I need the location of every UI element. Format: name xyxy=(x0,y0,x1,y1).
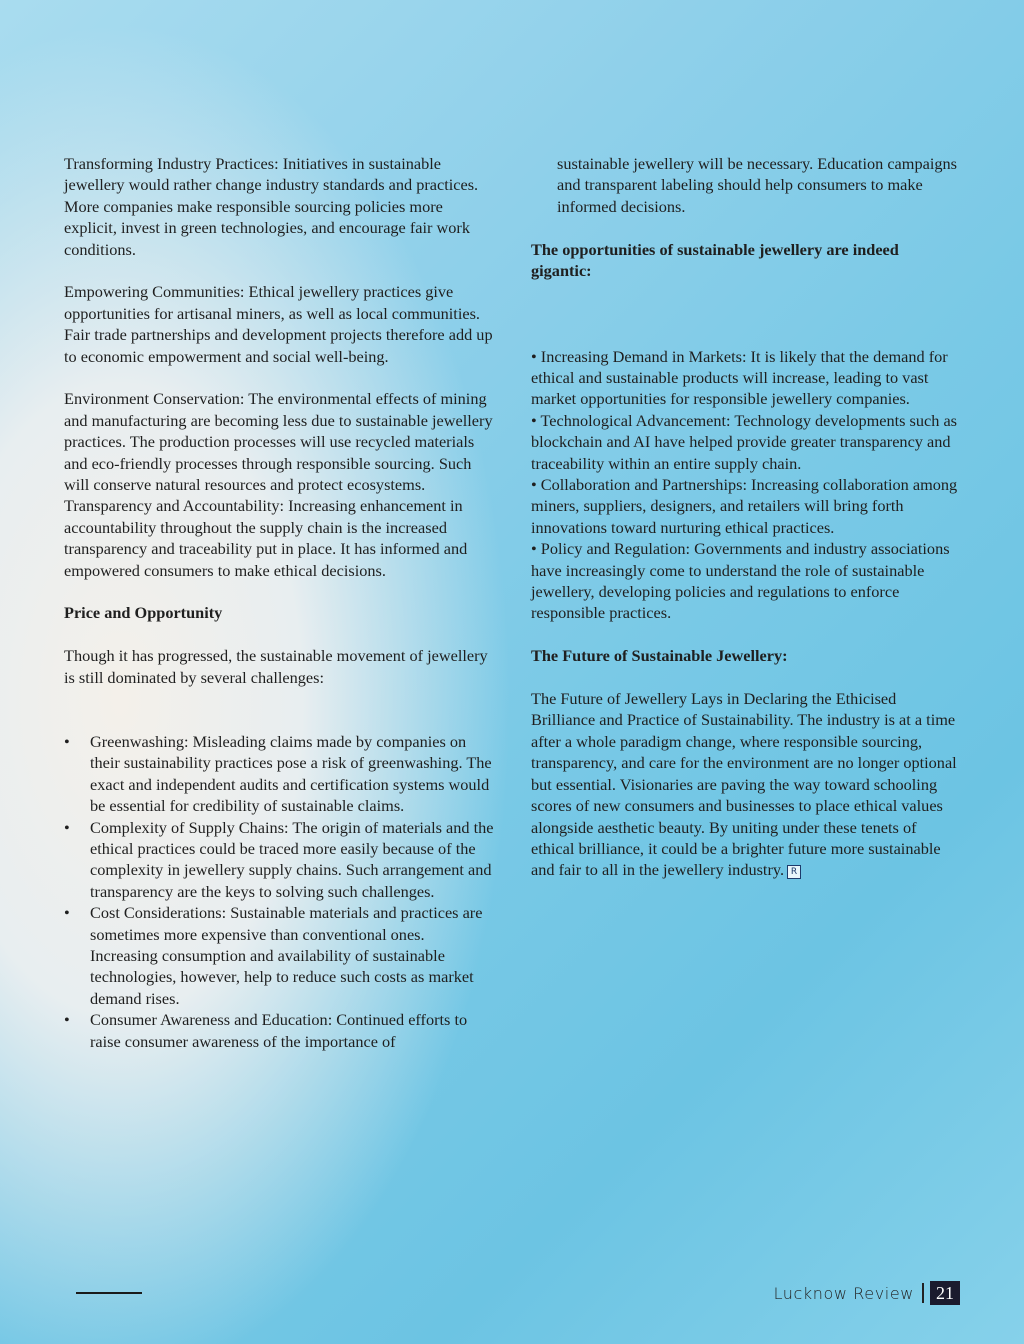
bullet-icon: • xyxy=(64,1010,70,1030)
list-item: • Cost Considerations: Sustainable materials and practices are sometimes more expensive than conventional ones. Increasing consumption and availability of sustainable technologies, however, help to reduce such costs as market demand rises. xyxy=(64,903,483,1008)
left-column xyxy=(64,153,496,1052)
paragraph-continued: sustainable jewellery will be necessary. Education campaigns and transparent labeling should help consumers to make informed decisions. xyxy=(557,154,957,216)
paragraph-challenges-intro: Though it has progressed, the sustainable movement of jewellery is still dominated by several challenges: xyxy=(64,646,488,687)
list-item: • Greenwashing: Misleading claims made by companies on their sustainability practices pose a risk of greenwashing. The exact and independent audits and certification systems would be essential for credibility of sustainable claims. xyxy=(64,731,492,816)
footer-rule xyxy=(76,1292,142,1294)
opportunity-item: • Technological Advancement: Technology developments such as blockchain and AI have helped provide greater transparency and traceability within an entire supply chain. xyxy=(531,410,958,473)
paragraph-environment-conservation: Environment Conservation: The environmental effects of mining and manufacturing are becoming less due to sustainable jewellery practices. The production processes will use recycled materials and eco-friendly processes through responsible sourcing. Such will conserve natural resources and protect ecosystems. Transparency and Accountability: Increasing enhancement in accountability throughout the supply chain is the increased transparency and traceability put in place. It has informed and empowered consumers to make ethical decisions. xyxy=(64,389,493,580)
publication-name: Lucknow Review xyxy=(773,1283,914,1303)
end-mark-icon: R xyxy=(787,865,801,879)
paragraph-empowering-communities: Empowering Communities: Ethical jewellery practices give opportunities for artisanal miners, as well as local communities. Fair trade partnerships and development projects therefore add up to economic empowerment and social well-being. xyxy=(64,282,493,366)
bullet-icon: • xyxy=(64,817,70,837)
list-item: • Complexity of Supply Chains: The origin of materials and the ethical practices could be traced more easily because of the complexity in jewellery supply chains. Such arrangement and transparency are the keys to solving such challenges. xyxy=(64,817,494,901)
bullet-icon: • xyxy=(64,903,70,923)
paragraph-industry-practices: Transforming Industry Practices: Initiatives in sustainable jewellery would rather change industry standards and practices. More companies make responsible sourcing policies more explicit, invest in green technologies, and encourage fair work conditions. xyxy=(64,154,479,259)
bullet-icon: • xyxy=(64,731,70,751)
opportunity-item: • Policy and Regulation: Governments and industry associations have increasingly come to understand the role of sustainable jewellery, developing policies and regulations to enforce responsible practices. xyxy=(531,539,950,623)
list-item: • Consumer Awareness and Education: Continued efforts to raise consumer awareness of the importance of xyxy=(64,1010,468,1051)
challenges-list xyxy=(64,731,496,1052)
opportunity-item: • Collaboration and Partnerships: Increasing collaboration among miners, suppliers, designers, and retailers will bring forth innovations toward nurturing ethical practices. xyxy=(531,475,958,537)
page-number: 21 xyxy=(930,1281,960,1305)
heading-opportunities: The opportunities of sustainable jewellery are indeed gigantic: xyxy=(531,239,899,281)
paragraph-future: The Future of Jewellery Lays in Declaring the Ethicised Brilliance and Practice of Sustainability. The industry is at a time after a whole paradigm change, where responsible sourcing, transparency, and care for the environment are no longer optional but essential. Visionaries are paving the way toward schooling scores of new consumers and businesses to place ethical values alongside aesthetic beauty. By uniting under these tenets of ethical brilliance, it could be a brighter future more sustainable and fair to all in the jewellery industry. R xyxy=(531,689,957,880)
heading-future: The Future of Sustainable Jewellery: xyxy=(531,646,788,666)
footer xyxy=(774,1281,960,1305)
heading-price-and-opportunity: Price and Opportunity xyxy=(64,603,223,623)
footer-divider xyxy=(922,1283,924,1303)
right-column xyxy=(531,153,963,902)
opportunity-item: • Increasing Demand in Markets: It is likely that the demand for ethical and sustainable products will increase, leading to vast market opportunities for responsible jewellery companies. xyxy=(531,346,948,409)
